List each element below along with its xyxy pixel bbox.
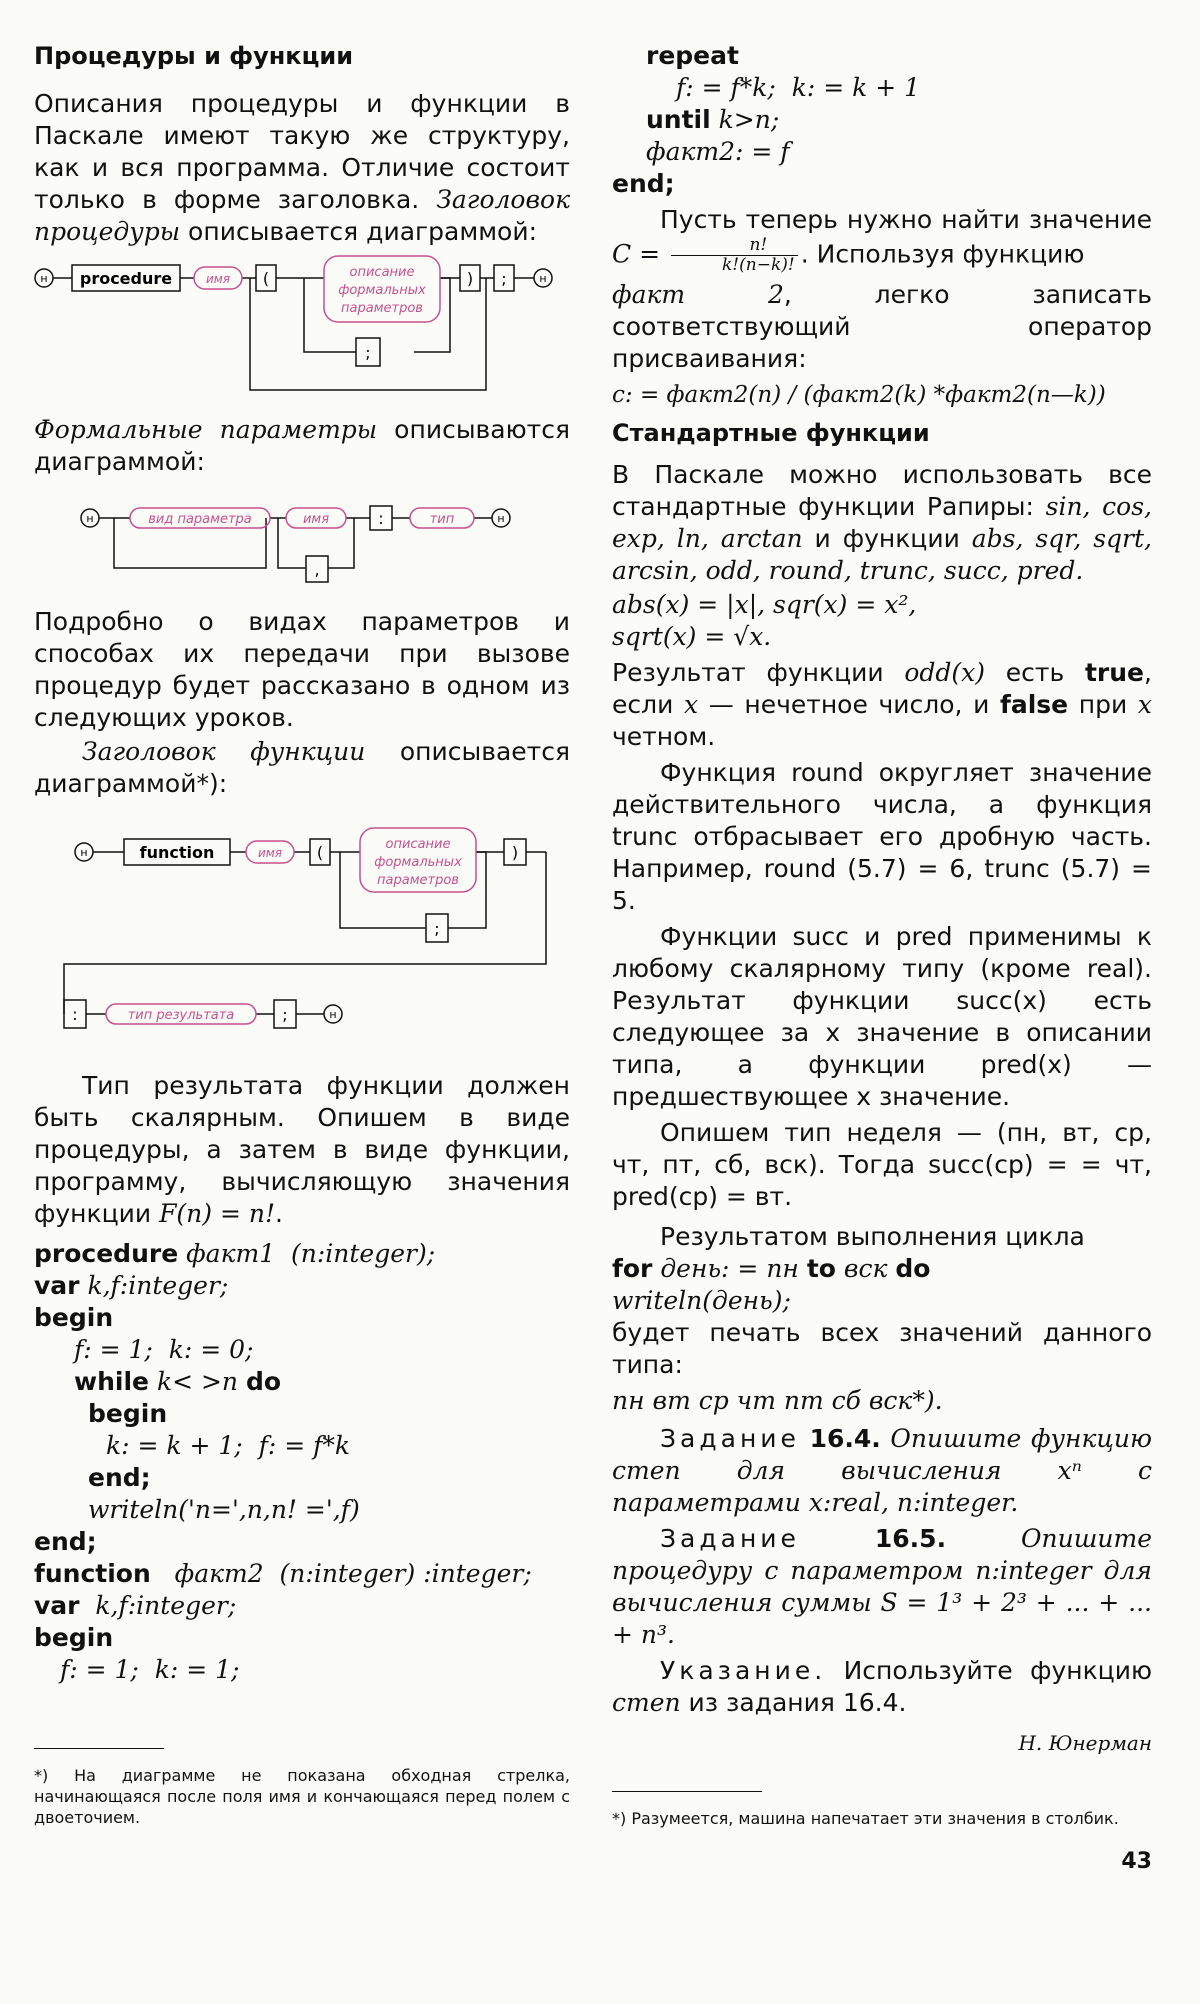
end-node: н [497,512,505,525]
formal-params-line2: формальных [374,855,462,870]
paragraph-result-type: Тип результата функции должен быть скалярным. Опишем в виде процедуры, а затем в виде функции, программу, вычисляющую значения функции F(n) = n!. [34,1071,570,1228]
paragraph-loop-intro: Результатом выполнения цикла [660,1222,1085,1251]
page-number: 43 [1121,1849,1152,1874]
semicolon-box: ; [282,1005,288,1024]
name-field: имя [257,846,283,860]
name-field: имя [205,272,231,286]
close-paren-box: ) [511,843,519,862]
loop-line1: for день: = пн to вск do [612,1254,931,1283]
left-column [34,40,570,1828]
right-column [612,40,1152,1874]
assignment-statement: c: = факт2(n) / (факт2(k) *факт2(n—k)) [612,382,1106,408]
name-field: имя [302,512,330,527]
formal-params-line1: описание [385,837,451,852]
paragraph-standard-functions: В Паскале можно использовать все стандартные функции Рапиры: sin, cos, exp, ln, arctan и функции abs, sqr, sqrt, arcsin, odd, round, trunc, succ, pred. [612,460,1152,585]
author-signature: Н. Юнерман [1018,1731,1152,1755]
hint: Указание. Используйте функцию степ из задания 16.4. [612,1656,1152,1717]
formal-params-line1: описание [349,265,415,280]
colon-box: : [72,1005,78,1024]
type-field: тип [429,512,455,527]
function-header-diagram [34,822,570,1032]
semicolon-box: ; [501,269,507,288]
paragraph-assign-intro: факт 2, легко записать соответствующий оператор присваивания: [612,280,1152,373]
paragraph-round-trunc: Функция round округляет значение действительного числа, а функция trunc отбрасывает его дробную часть. Например, round (5.7) = 6, trunc (5.7) = 5. [612,758,1152,915]
paragraph-week-type: Опишем тип неделя — (пн, вт, ср, чт, пт, сб, вск). Тогда succ(ср) = = чт, pred(ср) = вт. [612,1118,1152,1211]
code-keyword: procedure [34,1239,179,1268]
start-node: н [80,846,88,859]
end-node: н [539,272,547,285]
end-node: н [329,1008,337,1021]
section-heading-standard-functions: Стандартные функции [612,419,930,447]
footnote-rule [612,1791,762,1792]
colon-box: : [378,509,384,528]
paragraph-function-header: Заголовок функции описывается диаграммой*): [34,737,570,798]
param-kind-field: вид параметра [148,512,252,527]
paragraph-succ-pred: Функции succ и pred применимы к любому скалярному типу (кроме real). Результат функции succ(x) есть следующее за x значение в описании типа, а функции pred(x) — предшествующее x значение. [612,922,1152,1111]
start-node: н [40,272,48,285]
formal-params-line2: формальных [338,283,426,298]
separator-semicolon-box: ; [434,919,440,938]
formal-params-line3: параметров [377,873,459,888]
formula-sqrt: sqrt(x) = √x. [612,622,772,651]
paragraph-param-kinds: Подробно о видах параметров и способах их передачи при вызове процедур будет рассказано в одном из следующих уроков. [34,607,570,732]
start-node: н [86,512,94,525]
section-heading-procedures: Процедуры и функции [34,42,354,70]
formula-abs-sqr: abs(x) = |x|, sqr(x) = x², [612,590,917,619]
code-listing-left: procedure факт1 (n:integer); var k,f:integer; begin f: = 1; k: = 0; while k< >n do begin k: = k + 1; f: = f*k end; writeln('n=',n,n! =',f) end; function факт2 (n:integer) :integer; var k,f:integer; begin f: = 1; k: = 1; [34,1239,532,1684]
code-listing-right: repeat f: = f*k; k: = k + 1 until k>n; факт2: = f end; [612,41,921,198]
formal-params-diagram [34,496,570,596]
procedure-header-diagram [34,254,570,404]
open-paren-box: ( [262,269,270,288]
footnote-left: *) На диаграмме не показана обходная стрелка, начинающаяся после поля имя и кончающаяся перед полем с двоеточием. [34,1766,570,1827]
paragraph-odd: Результат функции odd(x) есть true, если x — нечетное число, и false при x четном. [612,658,1152,751]
binomial-fraction: $\frac{n!}{k!(n-k)!}$ [671,236,798,275]
footnote-rule [34,1748,164,1749]
paragraph-print-values: будет печать всех значений данного типа: [612,1318,1152,1379]
formal-params-line3: параметров [341,301,423,316]
comma-box: , [314,560,320,579]
open-paren-box: ( [316,843,324,862]
result-type-field: тип результата [127,1008,235,1023]
task-16-5: Задание 16.5. Опишите процедуру с параметром n:integer для вычисления суммы S = 1³ + 2³ + ... + ... + n³. [612,1524,1152,1649]
task-16-4: Задание 16.4. Опишите функцию степ для вычисления xⁿ с параметрами x:real, n:integer. [612,1424,1152,1517]
close-paren-box: ) [466,269,474,288]
loop-line2: writeln(день); [612,1286,791,1315]
paragraph-formal-params: Формальные параметры описываются диаграммой: [34,415,570,476]
footnote-right: *) Разумеется, машина напечатает эти значения в столбик. [612,1809,1119,1828]
procedure-keyword-box: procedure [79,269,173,288]
paragraph-intro: Описания процедуры и функции в Паскале имеют такую же структуру, как и вся программа. Отличие состоит только в форме заголовка. Заголовок процедуры описывается диаграммой: [34,89,570,246]
week-values: пн вт ср чт пт сб вск*). [612,1386,943,1415]
function-keyword-box: function [139,843,215,862]
separator-semicolon-box: ; [365,343,371,362]
paragraph-binomial: Пусть теперь нужно найти значение C = $\frac{n!}{k!(n-k)!}$ . Используя функцию [612,205,1152,275]
